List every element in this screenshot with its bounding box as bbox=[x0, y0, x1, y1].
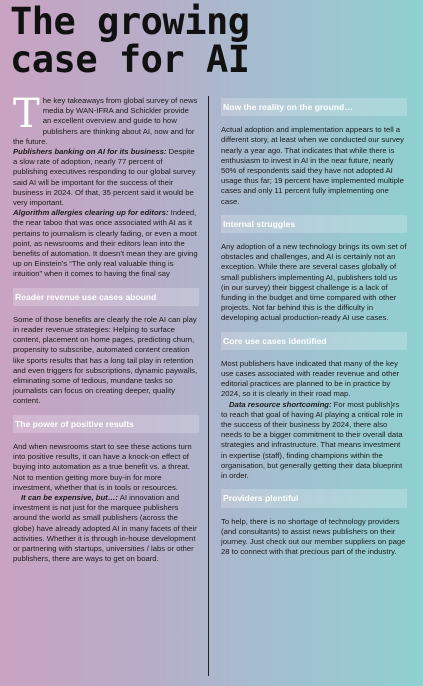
paragraph-publishers-banking bbox=[13, 147, 199, 208]
right-column bbox=[221, 96, 407, 557]
paragraph-reality: Actual adoption and implementation appears to tell a different story, at least when we conducted our survey nearly a year ago. That indicates that while there is enthusiasm to invest in AI in the near future, nearly 50% of respondents said they have not adopted AI usage thus far; 19 percent have implemented multiple cases and only 11 percent fully implementing one case. bbox=[221, 125, 405, 206]
text-algorithm-allergies: Indeed, the near taboo that was once associated with AI as it pertains to journalism is clearly fading, or even a moot point, as newsrooms and their editors lean into the benefits of automation. It doesn’t mean they are giving up on Einstein’s “The only real valuable thing is intuition” when it comes to having the final say bbox=[13, 208, 198, 279]
title-line-1: The growing bbox=[10, 0, 250, 43]
intro-text: he key takeaways from global survey of news media by WAN-IFRA and Schickler provide an excellent overview and guide to how publishers are thinking about AI, now and for the future. bbox=[13, 96, 198, 146]
text-publishers-banking: Despite a slow rate of adoption, nearly 77 percent of publishing executives responding to our global survey said AI will be important for the success of their business in 2024. Of that, 35 percent said it would be very important. bbox=[13, 147, 196, 208]
lead-expensive: It can be expensive, but…: bbox=[21, 492, 118, 502]
paragraph-positive-results: And when newsrooms start to see these actions turn into positive results, it can have a knock-on effect of buying into automation as a true benefit vs. a threat. Not to mention getting more buy-in for more investment, whether that is in tools or resources. bbox=[13, 441, 192, 492]
paragraph-providers: To help, there is no shortage of technology providers (and consultants) to assist news publishers on their journey. Just check out our member suppliers on page 28 to connect with that precious part of the industry. bbox=[221, 516, 406, 557]
paragraph-core-use-cases: Most publishers have indicated that many of the key use cases associated with reader revenue and other editorial practices are planned to be in practice by 2024, so it is clearly in their road map. bbox=[221, 358, 400, 399]
heading-reader-revenue: Reader revenue use cases abound bbox=[13, 288, 199, 306]
lead-data-resource: Data resource shortcoming: bbox=[229, 399, 332, 409]
title-line-2: case for AI bbox=[10, 38, 250, 81]
paragraph-algorithm-allergies bbox=[13, 208, 199, 279]
intro-paragraph bbox=[13, 91, 199, 147]
text-data-resource: For most publish}rs to reach that goal of having AI playing a critical role in the success of their business by 2024, there also needs to be a bigger commitment to their overall data strategies and infrastructure. That means investment in expertise (staff), finding champions within the organisation, but generally getting their data blueprint in order. bbox=[221, 399, 403, 481]
heading-internal-struggles: Internal struggles bbox=[221, 215, 407, 233]
drop-cap: T bbox=[13, 91, 40, 137]
lead-publishers-banking: Publishers banking on AI for its business: bbox=[13, 147, 167, 157]
lead-algorithm-allergies: Algorithm allergies clearing up for editors: bbox=[13, 208, 169, 218]
heading-reality: Now the reality on the ground… bbox=[221, 98, 407, 116]
paragraph-data-resource bbox=[221, 400, 407, 482]
paragraph-internal-struggles: Any adoption of a new technology brings its own set of obstacles and challenges, and AI is certainly not an exception. While there are several cases globally of small publishers implementing AI, publishers told us (in our survey) their biggest challenge is a lack of funding in the budget and time compared with other projects. Not far behind this is the difficulty in developing actual production-ready AI use cases. bbox=[221, 242, 407, 323]
heading-providers: Providers plentiful bbox=[221, 489, 407, 507]
column-divider bbox=[208, 96, 209, 676]
left-column bbox=[13, 91, 199, 564]
paragraph-reader-revenue: Some of those benefits are clearly the role AI can play in reader revenue strategies: Helping to surface content, placement on home pages, predicting churn, propensity to subscribe, automated content creation like sports results that has a long tail play in retention and even triggers for subscriptions, dynamic paywalls, eliminating some of tedious, mundane tasks so journalists can focus on creating deeper, quality content. bbox=[13, 314, 198, 406]
paragraph-expensive bbox=[13, 493, 199, 564]
page-title bbox=[10, 0, 415, 81]
heading-core-use-cases: Core use cases identified bbox=[221, 332, 407, 350]
heading-positive-results: The power of positive results bbox=[13, 415, 199, 433]
text-expensive: AI innovation and investment is not just for the marquee publishers around the world as small publishers (across the globe) have already adopted AI in many facets of their activities. Whether it is through in-house development or partnering with startups, universities / labs or other publishers, there are ways to get on board. bbox=[13, 492, 197, 564]
